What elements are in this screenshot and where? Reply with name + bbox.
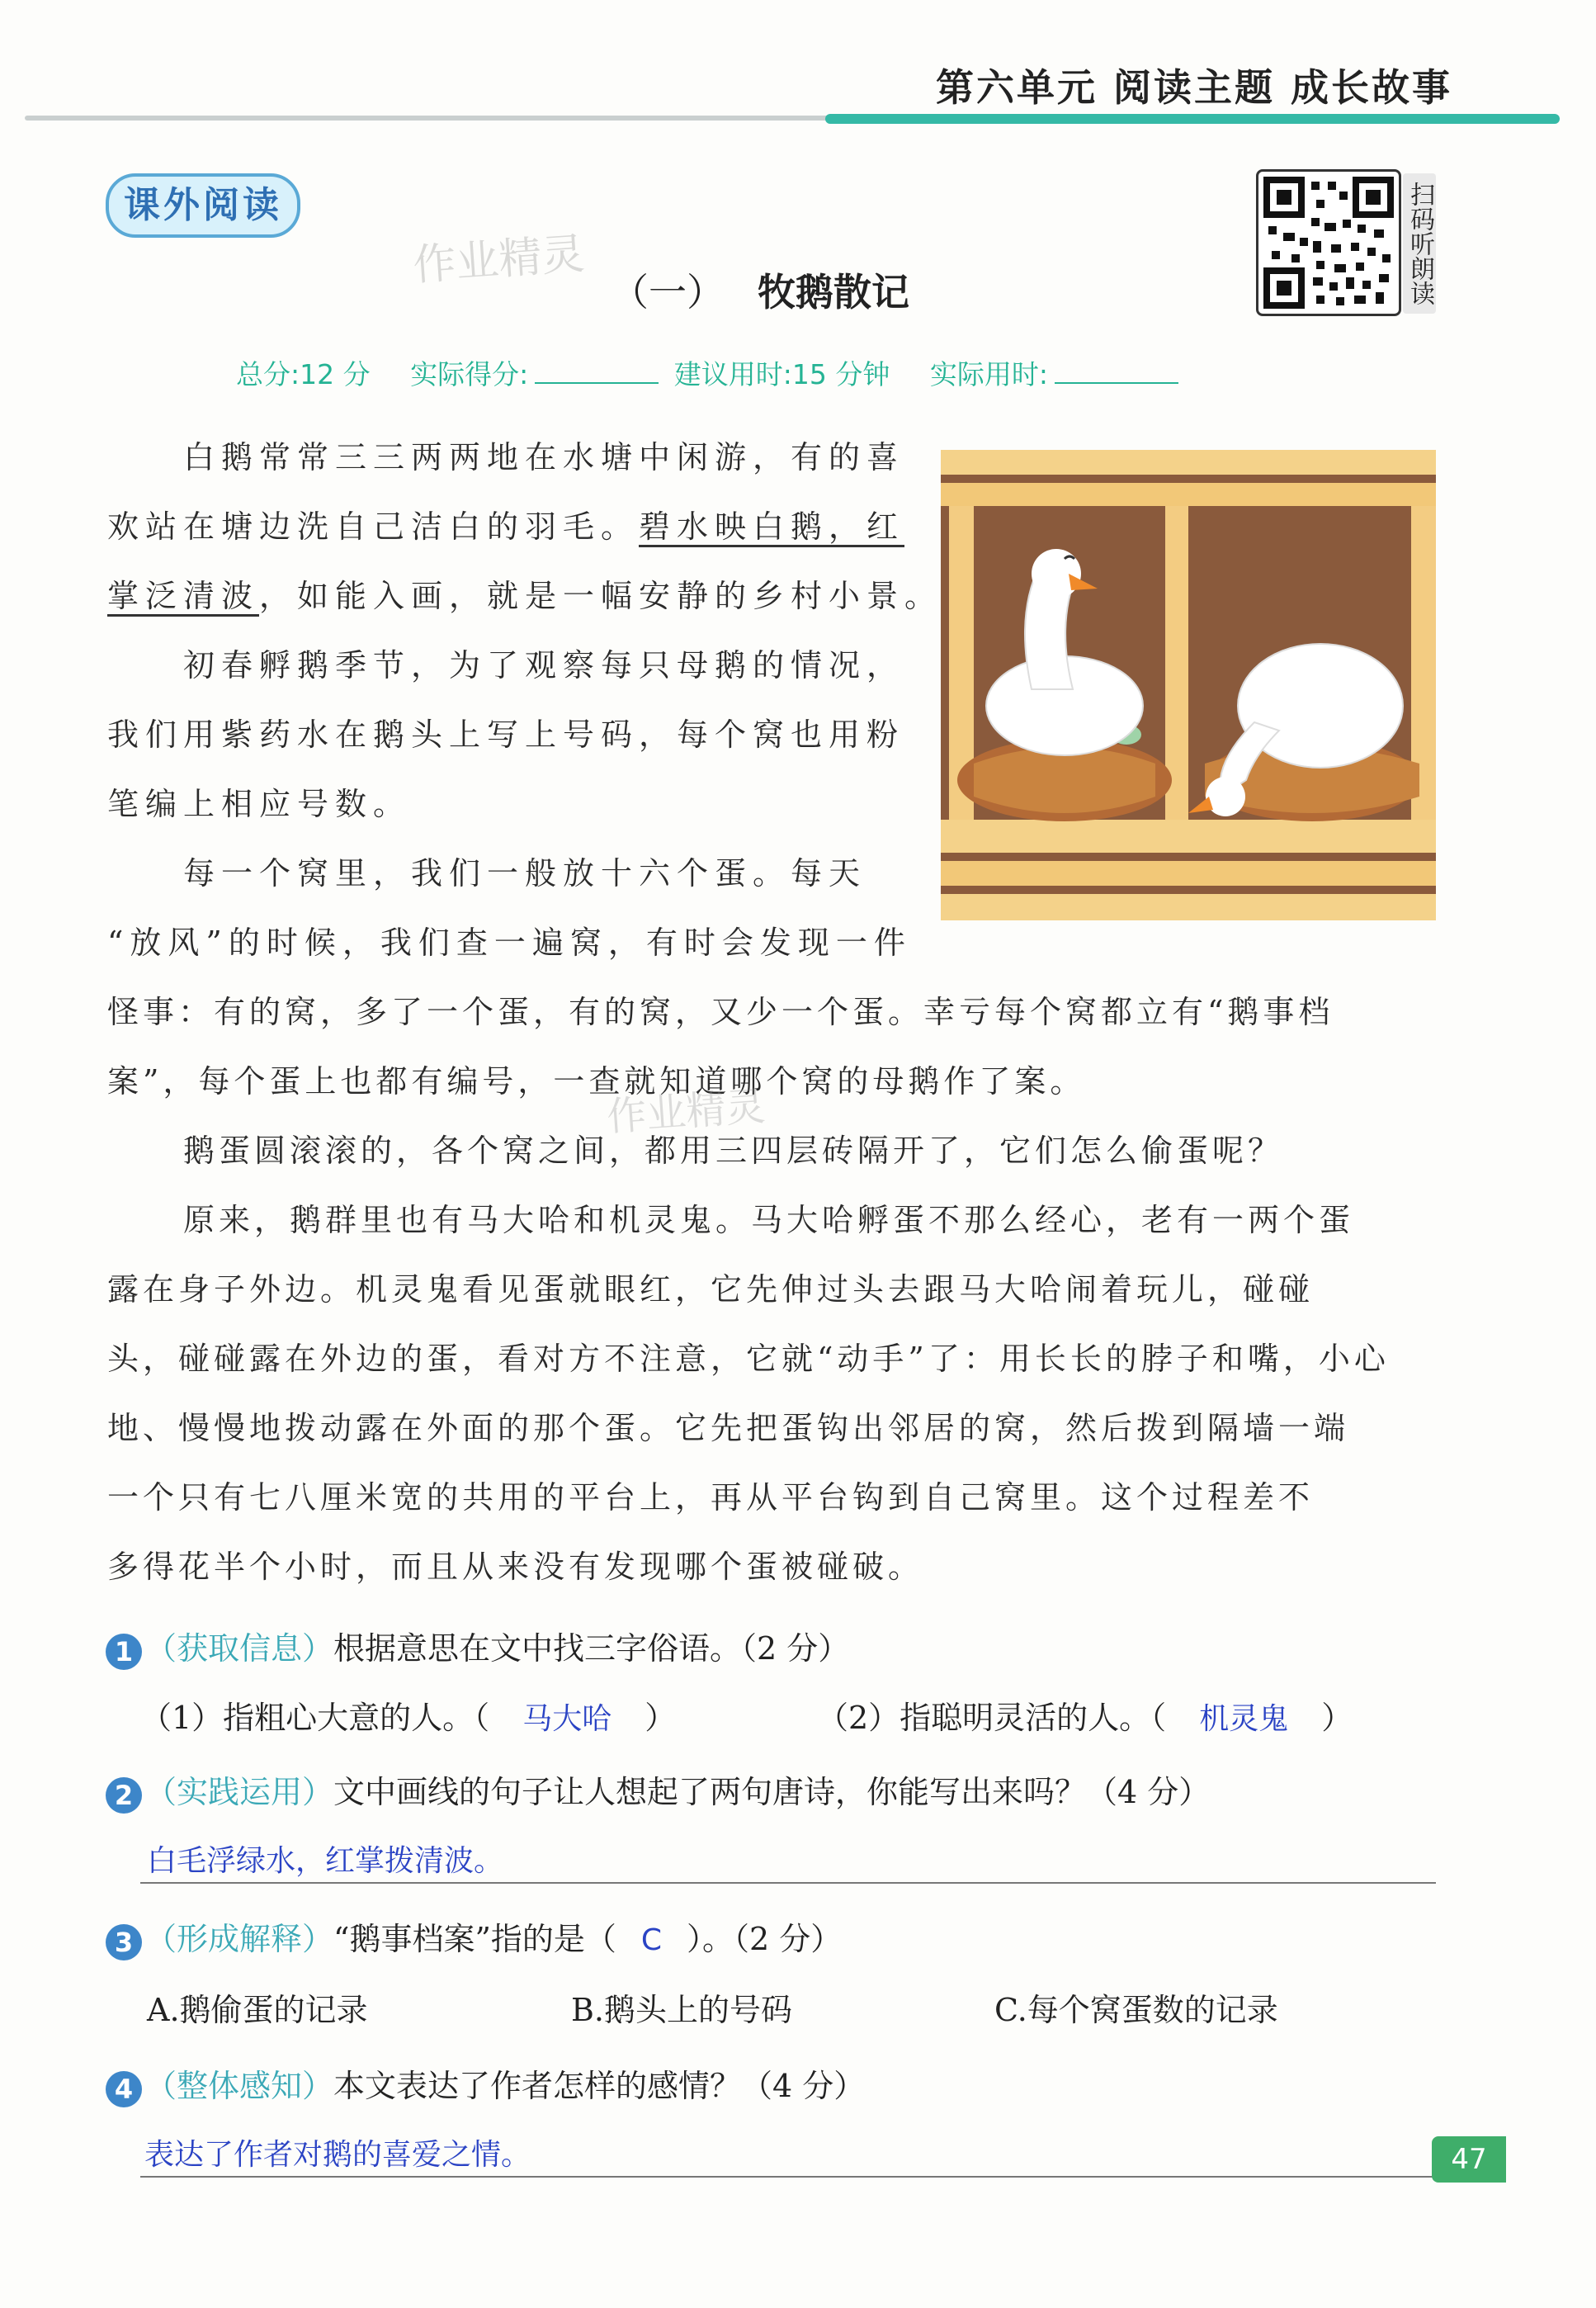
passage-line-9: 怪事：有的窝，多了一个蛋，有的窝，又少一个蛋。幸亏每个窝都立有“鹅事档 bbox=[107, 994, 1334, 1030]
option-c[interactable]: C.每个窝蛋数的记录 bbox=[994, 1992, 1278, 2028]
header-accent-bar bbox=[825, 114, 1560, 124]
question-1-number: 1 bbox=[106, 1634, 142, 1670]
underlined-sentence-part-2: 掌泛清波 bbox=[107, 578, 259, 617]
suggested-time: 建议用时:15 分钟 bbox=[673, 358, 890, 390]
passage-line-16: 一个只有七八厘米宽的共用的平台上，再从平台钩到自己窝里。这个过程差不 bbox=[107, 1479, 1315, 1516]
goose-illustration bbox=[941, 450, 1436, 920]
qr-code-icon[interactable] bbox=[1256, 169, 1401, 316]
score-time-line bbox=[236, 353, 1185, 392]
passage-line-5: 我们用紫药水在鹅头上写上号码，每个窝也用粉 bbox=[107, 717, 905, 753]
answer-2[interactable]: 白毛浮绿水，红掌拨清波。 bbox=[147, 1844, 504, 1878]
watermark: 作业精灵 bbox=[411, 229, 587, 291]
question-2 bbox=[106, 1766, 1210, 1814]
passage-title-text: 牧鹅散记 bbox=[758, 270, 909, 315]
question-1-sub-2 bbox=[817, 1692, 1353, 1738]
actual-time-blank[interactable] bbox=[1055, 361, 1178, 384]
unit-title: 第六单元 阅读主题 成长故事 bbox=[935, 65, 1452, 110]
question-3 bbox=[106, 1913, 842, 1960]
question-2-tag: （实践运用） bbox=[145, 1774, 334, 1810]
passage-number: （一） bbox=[611, 270, 725, 315]
passage-line-15: 地、慢慢地拨动露在外面的那个蛋。它先把蛋钩出邻居的窝，然后拨到隔墙一端 bbox=[107, 1410, 1350, 1446]
passage-line-17: 多得花半个小时，而且从来没有发现哪个蛋被碰破。 bbox=[107, 1549, 924, 1585]
passage-line-1: 白鹅常常三三两两地在水塘中闲游，有的喜 bbox=[183, 439, 905, 475]
passage-line-3-text: ，如能入画，就是一幅安静的乡村小景。 bbox=[259, 578, 943, 614]
question-3-text-after: ）。（2 分） bbox=[687, 1921, 843, 1957]
passage-line-3 bbox=[107, 561, 942, 631]
passage-line-14: 头，碰碰露在外边的蛋，看对方不注意，它就“动手”了：用长长的脖子和嘴，小心 bbox=[107, 1341, 1390, 1377]
passage-line-8: “放风”的时候，我们查一遍窝，有时会发现一件 bbox=[107, 925, 912, 961]
total-score: 总分:12 分 bbox=[236, 358, 371, 390]
question-1-text: 根据意思在文中找三字俗语。（2 分） bbox=[333, 1630, 850, 1667]
passage-line-7: 每一个窝里，我们一般放十六个蛋。每天 bbox=[183, 855, 867, 892]
question-4 bbox=[106, 2060, 865, 2107]
question-3-text-before: “鹅事档案”指的是（ bbox=[333, 1921, 616, 1957]
question-4-number: 4 bbox=[106, 2071, 142, 2107]
actual-score-label: 实际得分: bbox=[410, 358, 529, 390]
passage-line-2-text: 欢站在塘边洗自己洁白的羽毛。 bbox=[107, 508, 640, 545]
passage-line-2 bbox=[107, 492, 904, 561]
option-a[interactable]: A.鹅偷蛋的记录 bbox=[147, 1992, 368, 2028]
question-2-number: 2 bbox=[106, 1777, 142, 1814]
answer-3[interactable]: C bbox=[640, 1923, 663, 1957]
answer-1-1[interactable]: 马大哈 bbox=[522, 1702, 612, 1736]
watermark-mid: 作业精灵 bbox=[605, 1083, 767, 1141]
question-1-tag: （获取信息） bbox=[145, 1630, 334, 1667]
passage-line-6: 笔编上相应号数。 bbox=[107, 786, 412, 822]
question-1-sub-1-close: ） bbox=[645, 1700, 677, 1736]
question-3-number: 3 bbox=[106, 1924, 142, 1960]
option-b[interactable]: B.鹅头上的号码 bbox=[571, 1992, 793, 2028]
answer-4-rule bbox=[140, 2176, 1436, 2178]
section-badge: 课外阅读 bbox=[106, 173, 300, 238]
answer-4[interactable]: 表达了作者对鹅的喜爱之情。 bbox=[144, 2138, 531, 2172]
header-divider bbox=[25, 116, 833, 121]
question-1-sub-2-text: （2）指聪明灵活的人。（ bbox=[817, 1700, 1167, 1736]
question-4-tag: （整体感知） bbox=[145, 2068, 334, 2104]
passage-line-10: 案”，每个蛋上也都有编号，一查就知道哪个窝的母鹅作了案。 bbox=[107, 1063, 1086, 1100]
question-4-text: 本文表达了作者怎样的感情？（4 分） bbox=[333, 2068, 866, 2104]
page-number: 47 bbox=[1432, 2136, 1506, 2183]
underlined-sentence-part-1: 碧水映白鹅，红 bbox=[639, 508, 904, 547]
question-1-sub-2-close: ） bbox=[1321, 1700, 1353, 1736]
question-3-tag: （形成解释） bbox=[145, 1921, 334, 1957]
answer-2-rule bbox=[140, 1882, 1436, 1884]
actual-score-blank[interactable] bbox=[535, 361, 659, 384]
question-1-sub-1 bbox=[140, 1692, 676, 1738]
passage-line-12: 原来，鹅群里也有马大哈和机灵鬼。马大哈孵蛋不那么经心，老有一两个蛋 bbox=[183, 1202, 1355, 1238]
qr-caption: 扫码听朗读 bbox=[1403, 173, 1436, 314]
answer-1-2[interactable]: 机灵鬼 bbox=[1199, 1702, 1289, 1736]
passage-line-4: 初春孵鹅季节，为了观察每只母鹅的情况， bbox=[183, 647, 905, 683]
passage-line-13: 露在身子外边。机灵鬼看见蛋就眼红，它先伸过头去跟马大哈闹着玩儿，碰碰 bbox=[107, 1271, 1315, 1308]
passage-line-11: 鹅蛋圆滚滚的，各个窝之间，都用三四层砖隔开了，它们怎么偷蛋呢？ bbox=[183, 1133, 1284, 1169]
question-1 bbox=[106, 1623, 849, 1670]
question-2-text: 文中画线的句子让人想起了两句唐诗，你能写出来吗？（4 分） bbox=[333, 1774, 1211, 1810]
question-1-sub-1-text: （1）指粗心大意的人。（ bbox=[140, 1700, 490, 1736]
passage-title bbox=[611, 262, 909, 317]
actual-time-label: 实际用时: bbox=[929, 358, 1048, 390]
